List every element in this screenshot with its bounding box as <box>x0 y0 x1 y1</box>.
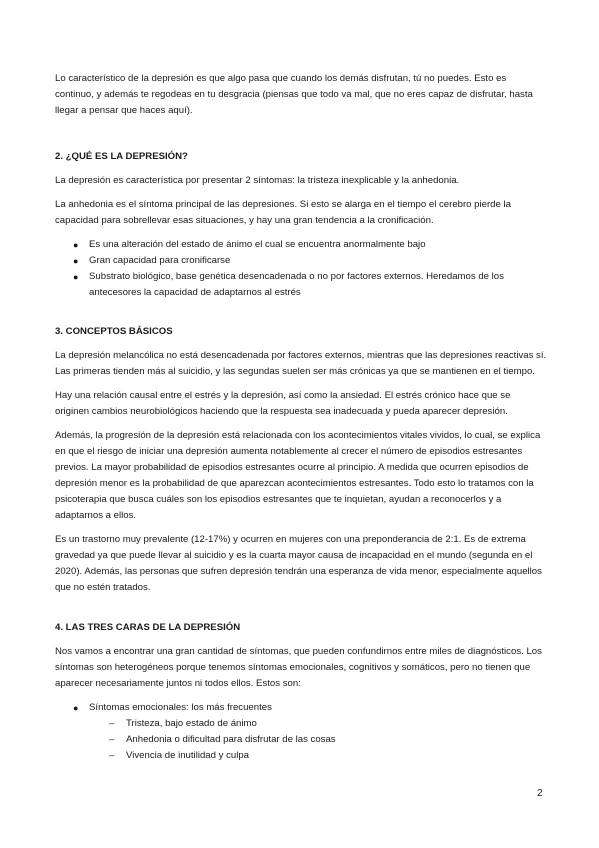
sub-list-item <box>89 716 547 732</box>
list-item <box>55 269 547 301</box>
sub-list-item-text: Anhedonia o dificultad para disfrutar de las cosas <box>126 734 336 745</box>
list-item-text: Gran capacidad para cronificarse <box>89 255 231 266</box>
bullet-icon: ● <box>73 703 79 713</box>
dash-icon: – <box>109 718 115 729</box>
section-3-paragraph: Es un trastorno muy prevalente (12-17%) y ocurren en mujeres con una preponderancia de 2:1. Es de extrema gravedad ya que puede llevar al suicidio y es la cuarta mayor causa de incapacidad en el mundo (segunda en el 2020). Además, las personas que sufren depresión tendrán una esperanza de vida menor, especialmente aquellos que no estén tratados. <box>55 534 542 593</box>
dash-icon: – <box>109 750 115 761</box>
intro-paragraph: Lo característico de la depresión es que algo pasa que cuando los demás disfrutan, tú no puedes. Esto es continuo, y además te regodeas en tu desgracia (piensas que todo va mal, que no eres capaz de disfrutar, hasta llegar a pensar que haces aquí). <box>55 73 533 116</box>
list-item-text: Substrato biológico, base genética desencadenada o no por factores externos. Heredamos de los antecesores la capacidad de adaptarnos al estrés <box>89 271 504 298</box>
sub-list <box>89 716 547 764</box>
list-item-text: Síntomas emocionales: los más frecuentes <box>89 702 272 713</box>
section-2-paragraph: La depresión es característica por presentar 2 síntomas: la tristeza inexplicable y la anhedonia. <box>55 175 460 186</box>
section-4-bullet-list <box>55 700 547 764</box>
sub-list-item-text: Vivencia de inutilidad y culpa <box>126 750 250 761</box>
section-4-paragraph: Nos vamos a encontrar una gran cantidad de síntomas, que pueden confundirnos entre miles de diagnósticos. Los síntomas son heterogéneos porque tenemos síntomas emocionales, cognitivos y somáticos, pero no tienen que aparecer necesariamente juntos ni todos ellos. Estos son: <box>55 646 542 689</box>
section-3-heading: 3. CONCEPTOS BÁSICOS <box>55 326 173 337</box>
bullet-icon: ● <box>73 240 79 250</box>
page-number: 2 <box>537 788 543 799</box>
section-2-heading: 2. ¿QUÉ ES LA DEPRESIÓN? <box>55 151 188 162</box>
list-item <box>55 253 547 269</box>
sub-list-item-text: Tristeza, bajo estado de ánimo <box>126 718 257 729</box>
section-3-paragraph: La depresión melancólica no está desencadenada por factores externos, mientras que las depresiones reactivas sí. Las primeras tienden más al suicidio, y las segundas suelen ser más crónicas ya que se mantienen en el tiempo. <box>55 350 547 377</box>
bullet-icon: ● <box>73 256 79 266</box>
list-item <box>55 700 547 764</box>
section-3-paragraph: Hay una relación causal entre el estrés y la depresión, así como la ansiedad. El estrés crónico hace que se originen cambios neurobiológicos haciendo que la respuesta sea inadecuada y pueda aparecer depresión. <box>55 390 511 417</box>
section-3-paragraph: Además, la progresión de la depresión está relacionada con los acontecimientos vitales vividos, lo cual, se explica en que el riesgo de iniciar una depresión aumenta notablemente al crecer el número de episodios estresantes previos. La mayor probabilidad de episodios estresantes ocurre al principio. A medida que ocurren episodios de depresión menor es la probabilidad de que aparezcan acontecimientos estresantes. Todo esto lo tratamos con la psicoterapia que busca cuáles son los episodios estresantes que te inquietan, ayudan a reconocerlos y a adaptarnos a ellos. <box>55 430 541 521</box>
section-2-bullet-list <box>55 237 547 301</box>
page-content <box>55 71 547 788</box>
bullet-icon: ● <box>73 272 79 282</box>
list-item-text: Es una alteración del estado de ánimo el cual se encuentra anormalmente bajo <box>89 239 426 250</box>
sub-list-item <box>89 732 547 748</box>
sub-list-item <box>89 748 547 764</box>
dash-icon: – <box>109 734 115 745</box>
section-2-paragraph: La anhedonia es el síntoma principal de las depresiones. Si esto se alarga en el tiempo el cerebro pierde la capacidad para sobrellevar esas situaciones, y hay una gran tendencia a la cronificación. <box>55 199 511 226</box>
list-item <box>55 237 547 253</box>
section-4-heading: 4. LAS TRES CARAS DE LA DEPRESIÓN <box>55 622 241 633</box>
